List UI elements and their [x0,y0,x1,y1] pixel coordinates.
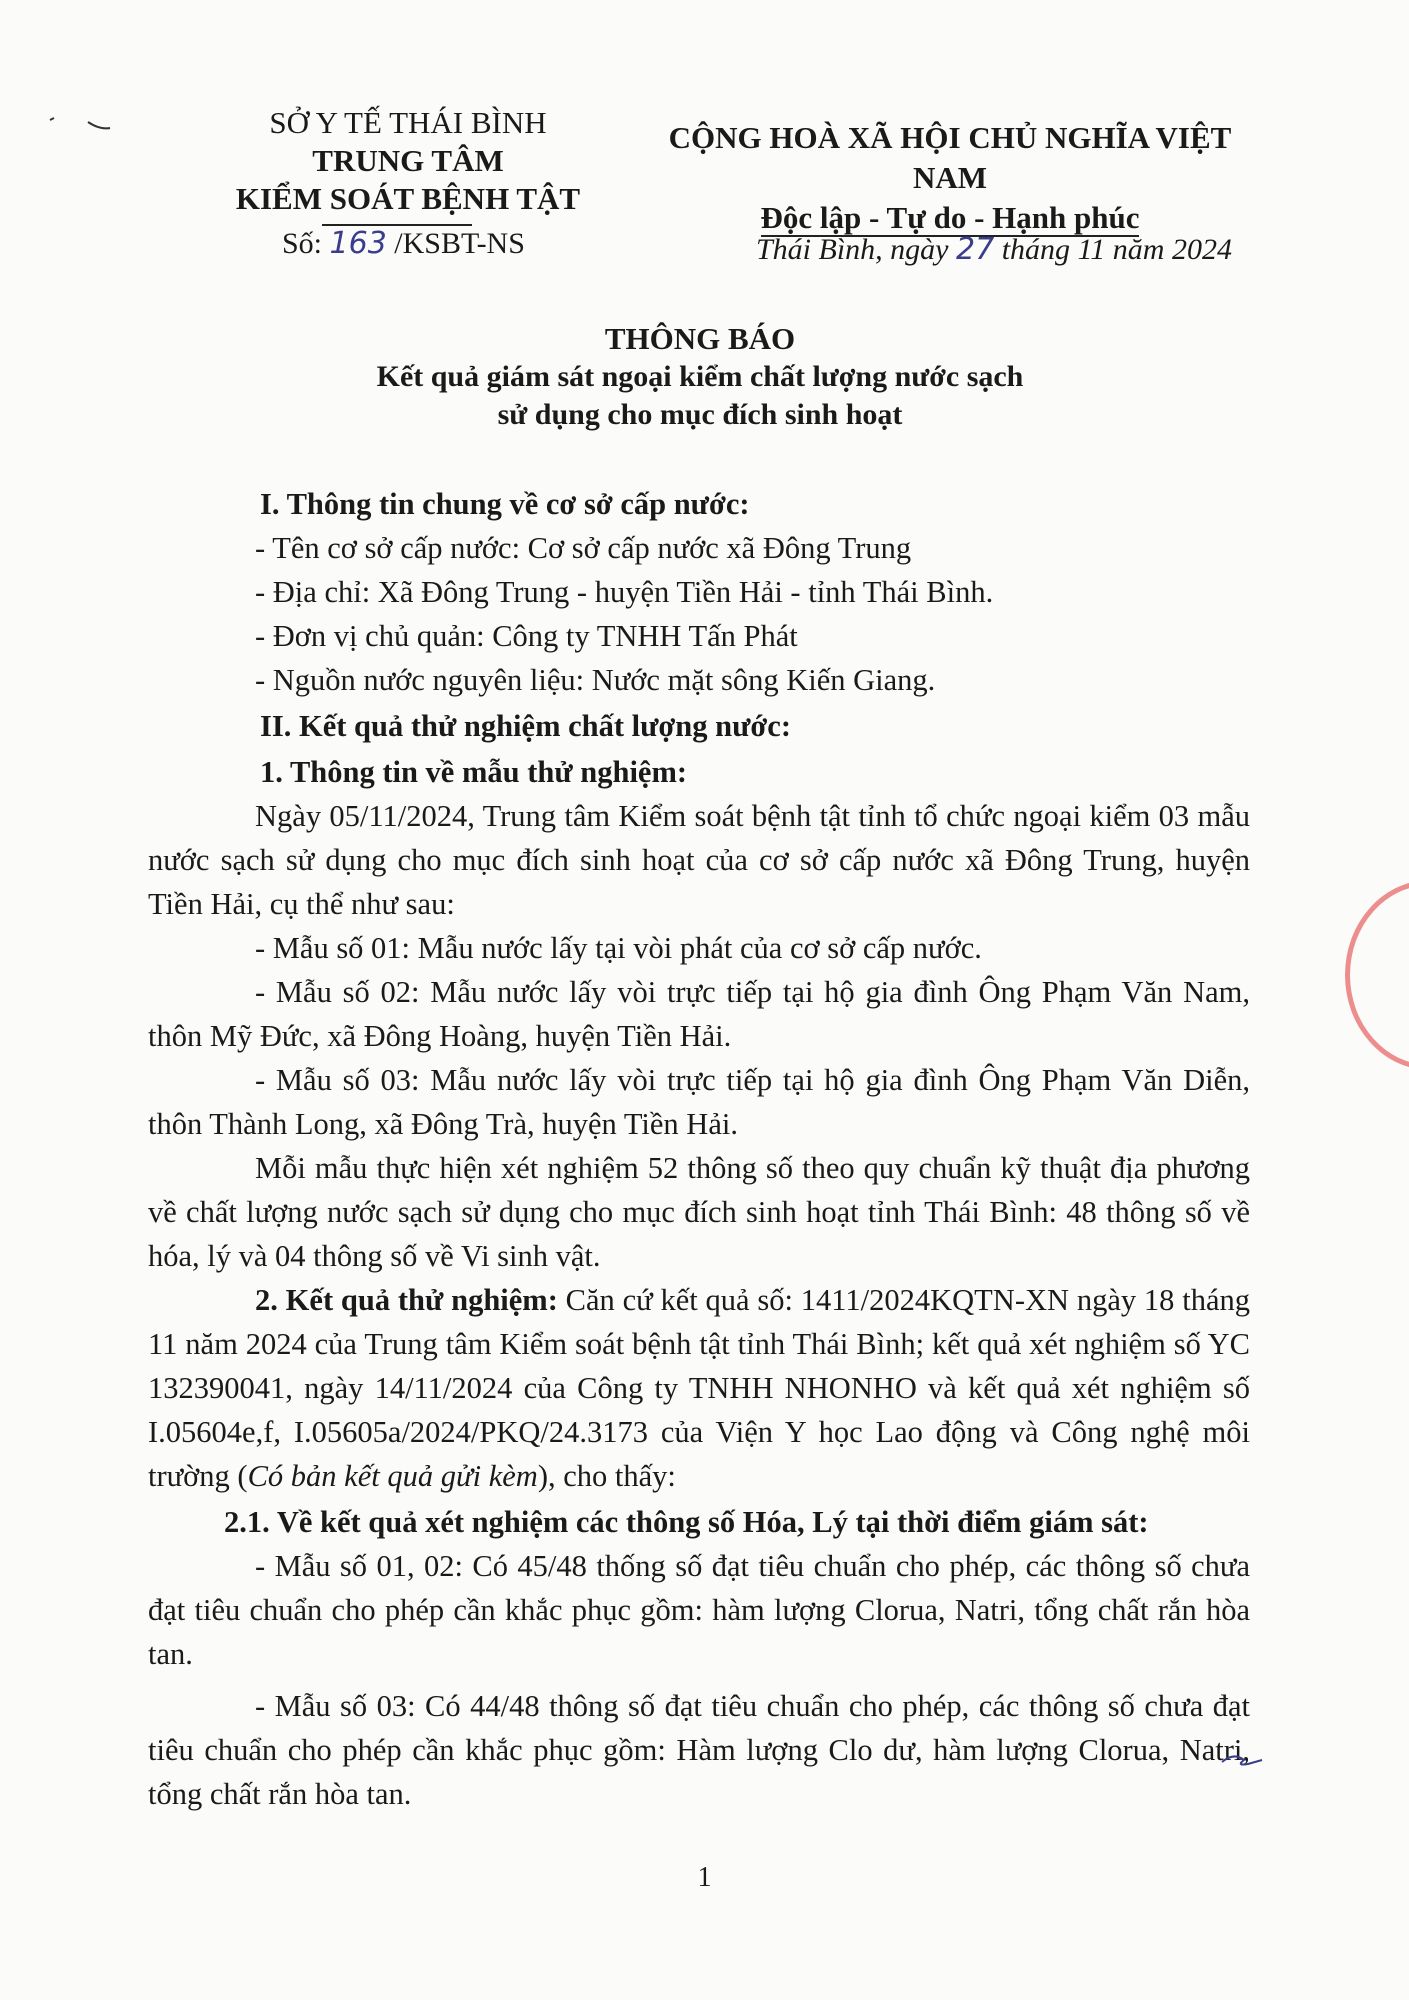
document-number [282,226,525,261]
sample-1: - Mẫu số 01: Mẫu nước lấy tại vòi phát của cơ sở cấp nước. [255,931,982,965]
initials-mark [1218,1750,1264,1770]
managing-unit: - Đơn vị chủ quản: Công ty TNHH Tấn Phát [255,619,798,653]
national-motto: Độc lập - Tự do - Hạnh phúc [760,200,1140,235]
test-results-heading: 2. Kết quả thử nghiệm: [255,1283,558,1317]
supplier-address: - Địa chỉ: Xã Đông Trung - huyện Tiền Hải - tỉnh Thái Bình. [255,575,994,609]
agency-name: SỞ Y TẾ THÁI BÌNH [269,105,547,140]
center-name-line1: TRUNG TÂM [312,143,504,178]
national-header [640,118,1260,238]
document-body [148,480,1250,1816]
red-seal-stamp [1345,880,1409,1070]
sampling-intro: Ngày 05/11/2024, Trung tâm Kiểm soát bệnh tật tỉnh tổ chức ngoại kiểm 03 mẫu nước sạch sử dụng cho mục đích sinh hoạt của cơ sở cấp nước xã Đông Trung, huyện Tiền Hải, cụ thể như sau: [148,799,1250,921]
title-main: THÔNG BÁO [604,321,796,356]
doc-no-handwritten: 163 [329,226,387,261]
scan-mark [48,110,118,140]
section-1-heading: I. Thông tin chung về cơ sở cấp nước: [260,487,750,521]
sample-2: - Mẫu số 02: Mẫu nước lấy vòi trực tiếp tại hộ gia đình Ông Phạm Văn Nam, thôn Mỹ Đức, xã Đông Hoàng, huyện Tiền Hải. [148,975,1250,1053]
doc-no-prefix: Số: [282,227,323,260]
center-name-line2: KIỂM SOÁT BỆNH TẬT [235,181,581,216]
title-sub-1: Kết quả giám sát ngoại kiểm chất lượng nước sạch [376,360,1024,393]
date-prefix: Thái Bình, ngày [756,233,949,266]
section-2-heading: II. Kết quả thử nghiệm chất lượng nước: [260,709,791,743]
date-line [756,232,1232,267]
raw-water-source: - Nguồn nước nguyên liệu: Nước mặt sông Kiến Giang. [255,663,936,697]
page-number: 1 [697,1862,712,1893]
date-suffix: tháng 11 năm 2024 [1001,233,1232,266]
supplier-name: - Tên cơ sở cấp nước: Cơ sở cấp nước xã Đông Trung [255,531,912,565]
issuing-agency [218,104,598,218]
sample-3: - Mẫu số 03: Mẫu nước lấy vòi trực tiếp tại hộ gia đình Ông Phạm Văn Diễn, thôn Thành Long, xã Đông Trà, huyện Tiền Hải. [148,1063,1250,1141]
section-2-1-1-heading: 2.1. Về kết quả xét nghiệm các thông số Hóa, Lý tại thời điểm giám sát: [224,1505,1149,1539]
date-day-handwritten: 27 [956,232,995,267]
test-results-basis [148,1278,1250,1498]
attached-results-note: Có bản kết quả gửi kèm [247,1459,538,1493]
doc-no-suffix: /KSBT-NS [394,227,525,260]
result-sample-3: - Mẫu số 03: Có 44/48 thông số đạt tiêu chuẩn cho phép, các thông số chưa đạt tiêu chuẩn cho phép cần khắc phục gồm: Hàm lượng Clo dư, hàm lượng Clorua, Natri, tổng chất rắn hòa tan. [148,1689,1250,1811]
test-scope: Mỗi mẫu thực hiện xét nghiệm 52 thông số theo quy chuẩn kỹ thuật địa phương về chất lượng nước sạch sử dụng cho mục đích sinh hoạt tỉnh Thái Bình: 48 thông số về hóa, lý và 04 thông số về Vi sinh vật. [148,1151,1250,1273]
result-samples-1-2: - Mẫu số 01, 02: Có 45/48 thống số đạt tiêu chuẩn cho phép, các thông số chưa đạt tiêu chuẩn cho phép cần khắc phục gồm: hàm lượng Clorua, Natri, tổng chất rắn hòa tan. [148,1549,1250,1671]
title-sub-2: sử dụng cho mục đích sinh hoạt [497,398,903,431]
section-2-1-heading: 1. Thông tin về mẫu thử nghiệm: [260,755,688,789]
test-results-end: ), cho thấy: [537,1459,676,1493]
country-name: CỘNG HOÀ XÃ HỘI CHỦ NGHĨA VIỆT NAM [668,120,1232,195]
document-title [300,320,1100,434]
test-results-text: Căn cứ kết quả số: 1411/2024KQTN-XN ngày 18 tháng 11 năm 2024 của Trung tâm Kiểm soát bệnh tật tỉnh Thái Bình; kết quả xét nghiệm số YC 132390041, ngày 14/11/2024 của Công ty TNHH NHONHO và kết quả xét nghiệm số I.05604e,f, I.05605a/2024/PKQ/24.3173 của Viện Y học Lao động và Công nghệ môi trường ( [148,1283,1250,1493]
